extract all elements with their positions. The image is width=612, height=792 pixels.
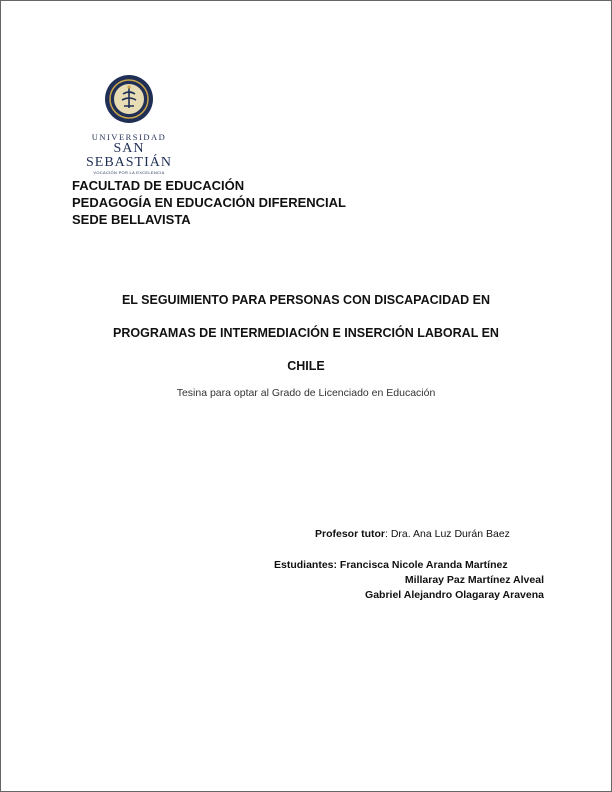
title-line-2: PROGRAMAS DE INTERMEDIACIÓN E INSERCIÓN LABORAL EN [113, 326, 499, 340]
students-block [274, 558, 544, 603]
university-tagline: VOCACIÓN POR LA EXCELENCIA [93, 170, 165, 175]
university-name-main: SAN SEBASTIÁN [85, 141, 172, 170]
tutor-name: : Dra. Ana Luz Durán Baez [385, 528, 510, 540]
students-label: Estudiantes [274, 559, 334, 571]
university-seal-icon [104, 74, 154, 124]
thesis-title [60, 284, 552, 383]
tutor-label: Profesor tutor [315, 528, 386, 540]
program-name: PEDAGOGÍA EN EDUCACIÓN DIFERENCIAL [72, 195, 346, 210]
thesis-subtitle: Tesina para optar al Grado de Licenciado en Educación [176, 387, 436, 399]
student-row [274, 558, 544, 573]
student-name: : Francisca Nicole Aranda Martínez [333, 559, 508, 571]
student-name: Gabriel Alejandro Olagaray Aravena [365, 589, 544, 601]
tutor-line [315, 528, 510, 540]
faculty-block [72, 177, 346, 228]
university-name-top: UNIVERSIDAD [91, 132, 167, 142]
title-line-3: CHILE [287, 359, 325, 373]
campus-name: SEDE BELLAVISTA [72, 212, 191, 227]
title-line-1: EL SEGUIMIENTO PARA PERSONAS CON DISCAPACIDAD EN [121, 293, 491, 307]
university-logo [74, 74, 184, 175]
student-name: Millaray Paz Martínez Alveal [404, 574, 544, 586]
faculty-name: FACULTAD DE EDUCACIÓN [72, 178, 245, 193]
